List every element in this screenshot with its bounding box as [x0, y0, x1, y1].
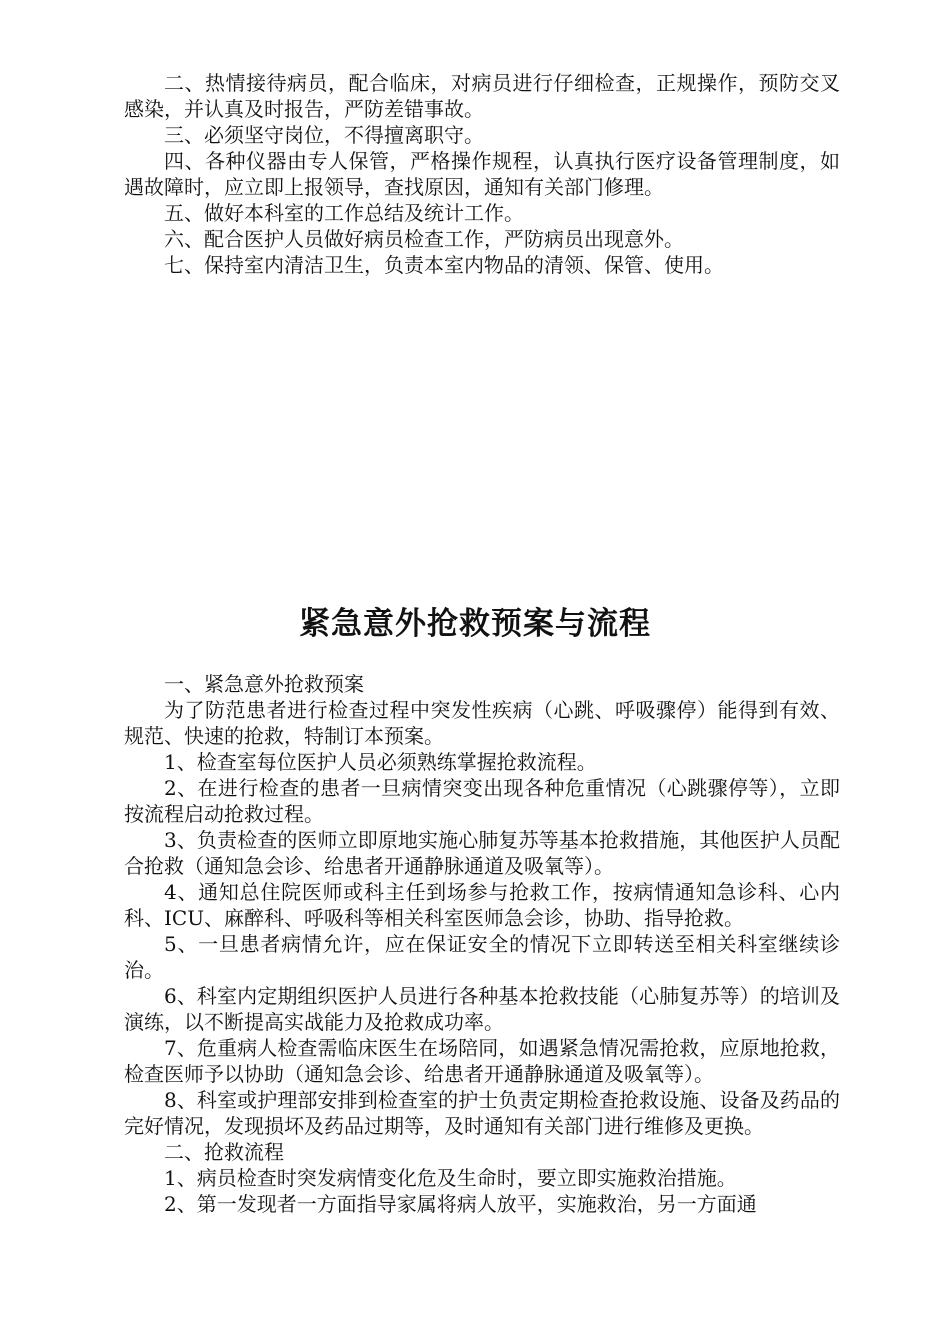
section-title: 紧急意外抢救预案与流程: [299, 606, 651, 642]
duty-item-4: 四、各种仪器由专人保管，严格操作规程，认真执行医疗设备管理制度，如遇故障时，应立即上报领导，查找原因，通知有关部门修理。: [124, 149, 840, 199]
flow-item-2: 2、第一发现者一方面指导家属将病人放平，实施救治，另一方面通: [164, 1192, 757, 1216]
duty-item-3: 三、必须坚守岗位，不得擅离职守。: [164, 123, 484, 147]
flow-item-1: 1、病员检查时突发病情变化危及生命时，要立即实施救治措施。: [164, 1166, 737, 1190]
flow-heading: 二、抢救流程: [164, 1140, 284, 1164]
duty-item-5: 五、做好本科室的工作总结及统计工作。: [164, 201, 524, 225]
plan-item-3: 3、负责检查的医师立即原地实施心肺复苏等基本抢救措施，其他医护人员配合抢救（通知急会诊、给患者开通静脉通道及吸氧等）。: [124, 828, 840, 878]
plan-item-6: 6、科室内定期组织医护人员进行各种基本抢救技能（心肺复苏等）的培训及演练，以不断提高实战能力及抢救成功率。: [124, 984, 840, 1034]
duty-list: [124, 70, 840, 278]
duty-item-7: 七、保持室内清洁卫生，负责本室内物品的清领、保管、使用。: [164, 253, 724, 277]
plan-item-8: 8、科室或护理部安排到检查室的护士负责定期检查抢救设施、设备及药品的完好情况，发现损坏及药品过期等，及时通知有关部门进行维修及更换。: [124, 1088, 840, 1138]
plan-heading: 一、紧急意外抢救预案: [164, 672, 364, 696]
duty-item-2: 二、热情接待病员，配合临床，对病员进行仔细检查，正规操作，预防交叉感染，并认真及时报告，严防差错事故。: [124, 71, 840, 121]
emergency-plan-body: [124, 671, 840, 1217]
plan-item-1: 1、检查室每位医护人员必须熟练掌握抢救流程。: [164, 750, 597, 774]
plan-intro: 为了防范患者进行检查过程中突发性疾病（心跳、呼吸骤停）能得到有效、规范、快速的抢救，特制订本预案。: [124, 698, 840, 748]
plan-item-4: 4、通知总住院医师或科主任到场参与抢救工作，按病情通知急诊科、心内科、ICU、麻醉科、呼吸科等相关科室医师急会诊，协助、指导抢救。: [124, 880, 840, 930]
plan-item-7: 7、危重病人检查需临床医生在场陪同，如遇紧急情况需抢救，应原地抢救，检查医师予以协助（通知急会诊、给患者开通静脉通道及吸氧等）。: [124, 1036, 840, 1086]
duty-item-6: 六、配合医护人员做好病员检查工作，严防病员出现意外。: [164, 227, 684, 251]
plan-item-5: 5、一旦患者病情允许，应在保证安全的情况下立即转送至相关科室继续诊治。: [124, 932, 840, 982]
plan-item-2: 2、在进行检查的患者一旦病情突变出现各种危重情况（心跳骤停等），立即按流程启动抢救过程。: [124, 776, 840, 826]
